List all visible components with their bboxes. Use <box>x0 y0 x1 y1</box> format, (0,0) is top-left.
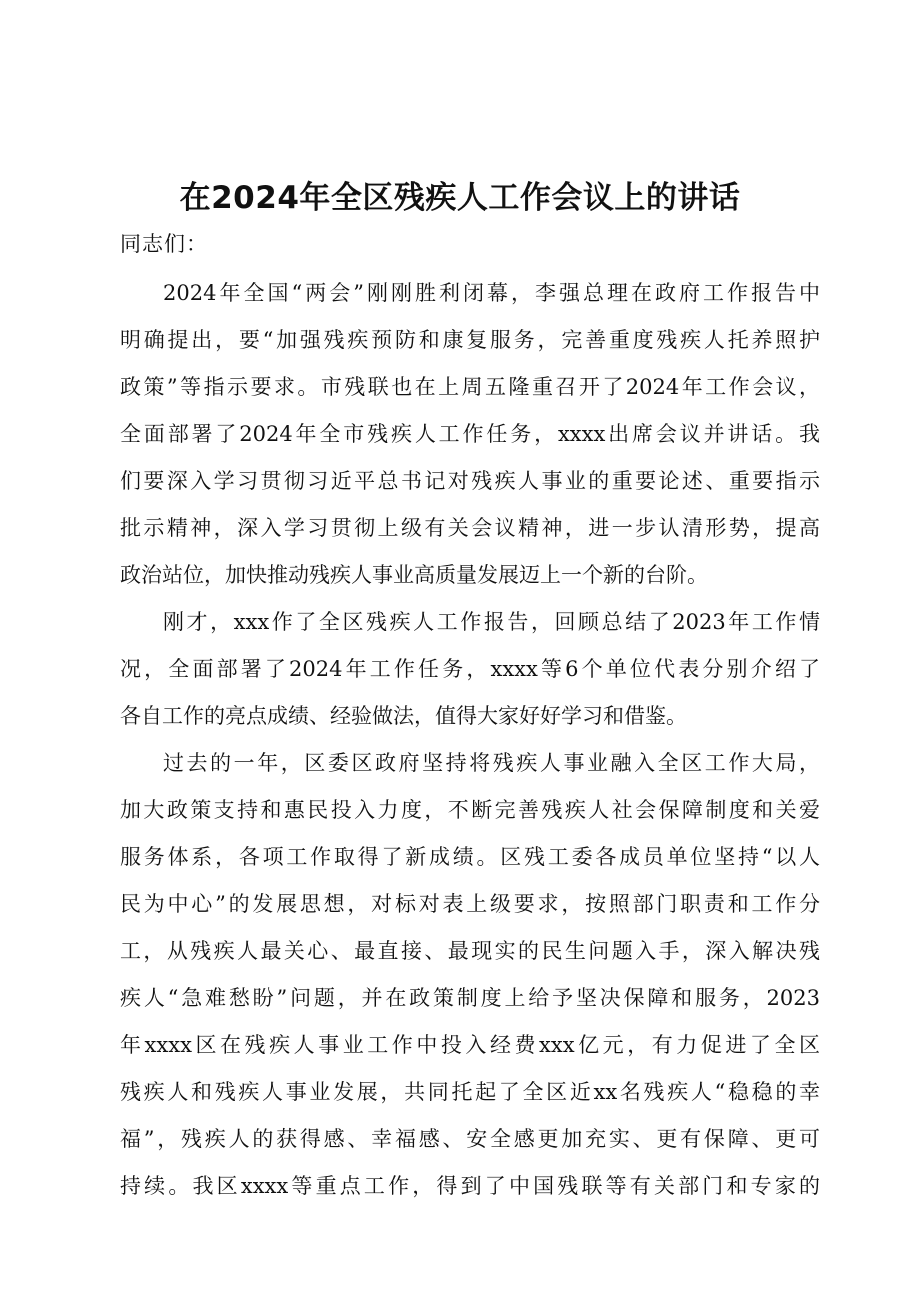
paragraph-3-line-10: 持续。我区xxxx等重点工作，得到了中国残联等有关部门和专家的 <box>120 1174 820 1198</box>
paragraph-1-line-3: 政策”等指示要求。市残联也在上周五隆重召开了2024年工作会议， <box>120 375 820 399</box>
paragraph-3-line-9: 福”，残疾人的获得感、幸福感、安全感更加充实、更有保障、更可 <box>120 1127 820 1151</box>
paragraph-3-line-1: 过去的一年，区委区政府坚持将残疾人事业融入全区工作大局， <box>163 751 820 775</box>
paragraph-2-line-3: 各自工作的亮点成绩、经验做法，值得大家好好学习和借鉴。 <box>120 704 687 728</box>
paragraph-1-line-4: 全面部署了2024年全市残疾人工作任务，xxxx出席会议并讲话。我 <box>120 422 820 446</box>
document-title: 在2024年全区残疾人工作会议上的讲话 <box>179 180 741 216</box>
salutation: 同志们： <box>120 232 208 256</box>
paragraph-3-line-8: 残疾人和残疾人事业发展，共同托起了全区近xx名残疾人“稳稳的幸 <box>120 1080 820 1104</box>
paragraph-2-line-2: 况，全面部署了2024年工作任务，xxxx等6个单位代表分别介绍了 <box>120 657 820 681</box>
paragraph-1-line-6: 批示精神，深入学习贯彻上级有关会议精神，进一步认清形势，提高 <box>120 516 820 540</box>
paragraph-3-line-3: 服务体系，各项工作取得了新成绩。区残工委各成员单位坚持“以人 <box>120 845 820 869</box>
paragraph-3-line-5: 工，从残疾人最关心、最直接、最现实的民生问题入手，深入解决残 <box>120 939 820 963</box>
paragraph-3-line-7: 年xxxx区在残疾人事业工作中投入经费xxx亿元，有力促进了全区 <box>120 1033 820 1057</box>
paragraph-1-line-5: 们要深入学习贯彻习近平总书记对残疾人事业的重要论述、重要指示 <box>120 469 820 493</box>
paragraph-1-line-2: 明确提出，要“加强残疾预防和康复服务，完善重度残疾人托养照护 <box>120 328 820 352</box>
paragraph-1-line-7: 政治站位，加快推动残疾人事业高质量发展迈上一个新的台阶。 <box>120 563 708 587</box>
paragraph-2-line-1: 刚才，xxx作了全区残疾人工作报告，回顾总结了2023年工作情 <box>163 610 820 634</box>
paragraph-3-line-4: 民为中心”的发展思想，对标对表上级要求，按照部门职责和工作分 <box>120 892 820 916</box>
paragraph-3-line-6: 疾人“急难愁盼”问题，并在政策制度上给予坚决保障和服务，2023 <box>120 986 820 1010</box>
paragraph-1-line-1: 2024年全国“两会”刚刚胜利闭幕，李强总理在政府工作报告中 <box>163 281 820 305</box>
paragraph-3-line-2: 加大政策支持和惠民投入力度，不断完善残疾人社会保障制度和关爱 <box>120 798 820 822</box>
